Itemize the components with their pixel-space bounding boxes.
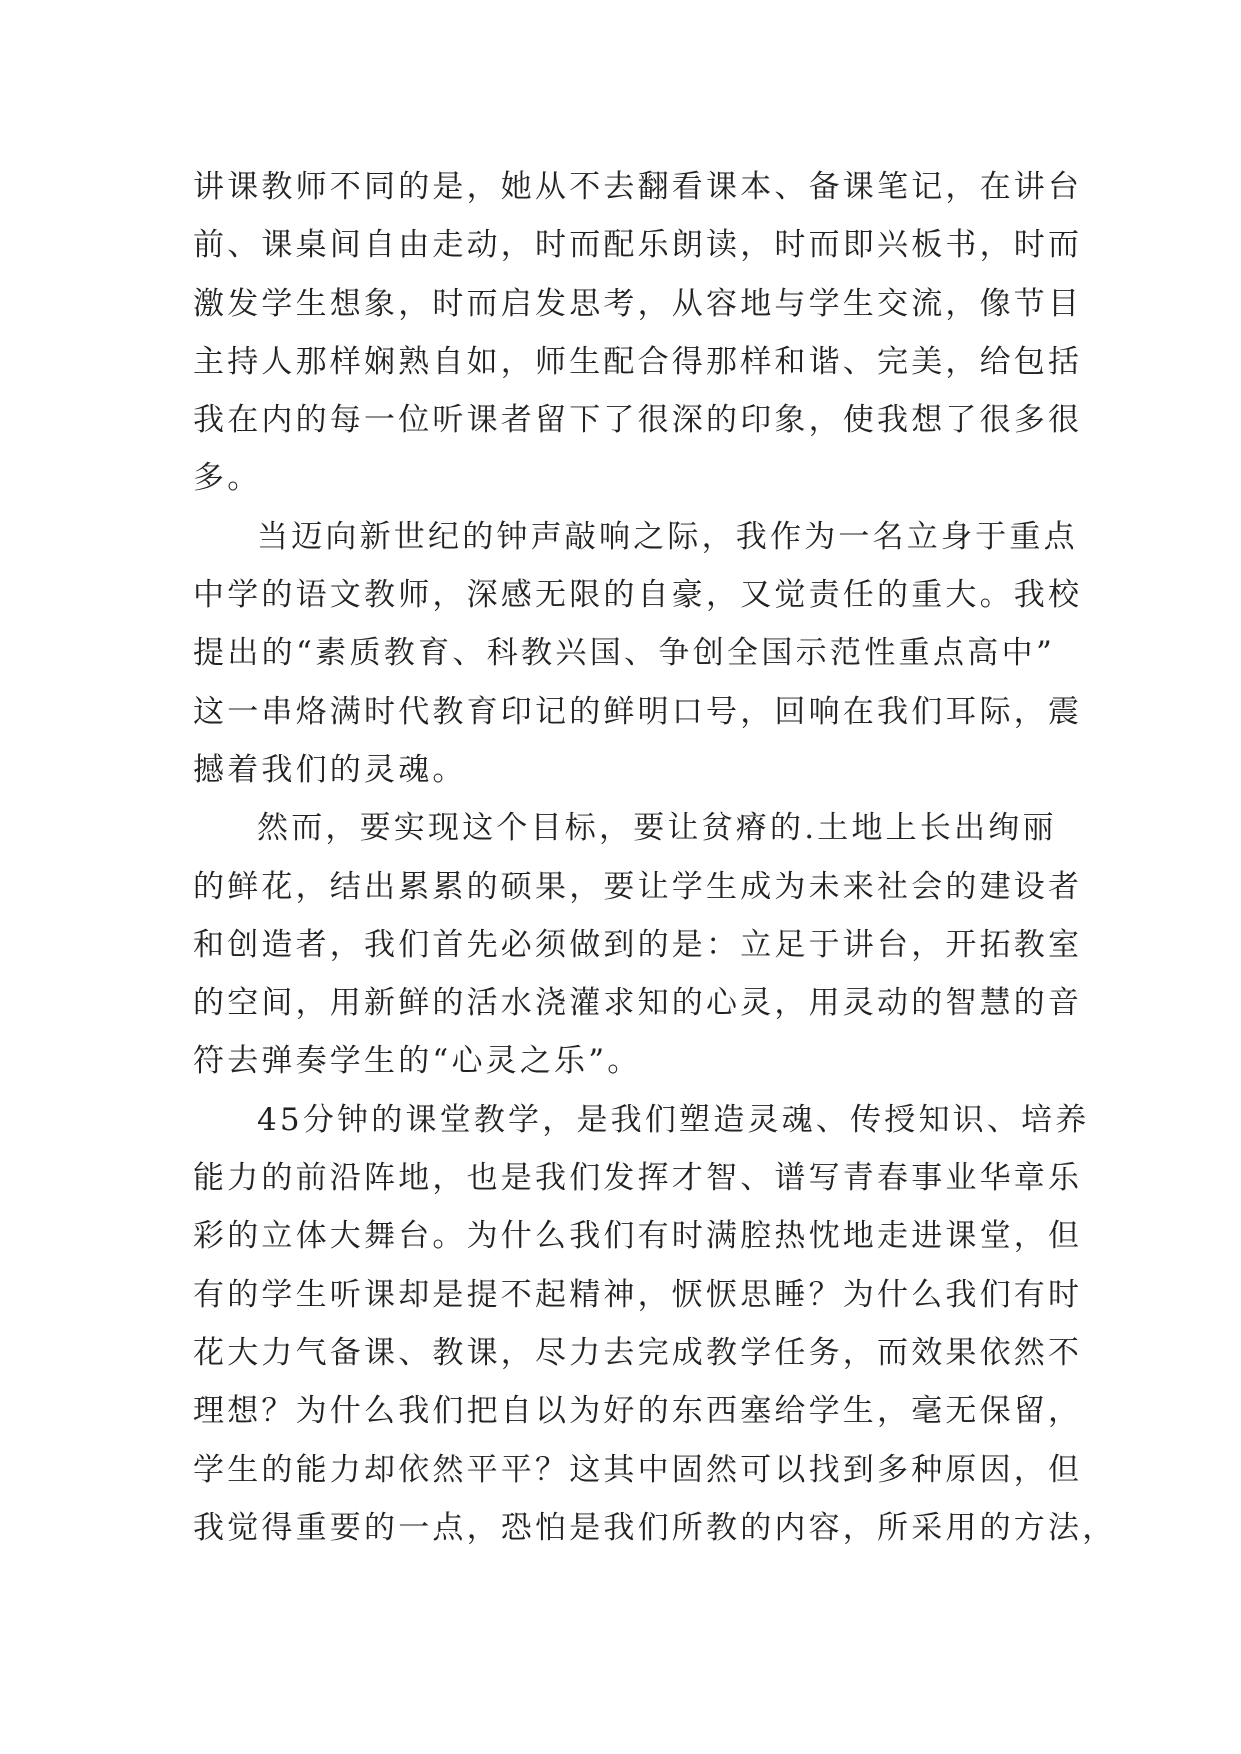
text-line: 的空间，用新鲜的活水浇灌求知的心灵，用灵动的智慧的音 xyxy=(193,985,1083,1022)
text-line: 当迈向新世纪的钟声敲响之际，我作为一名立身于重点 xyxy=(257,518,1078,555)
text-line: 能力的前沿阵地，也是我们发挥才智、谱写青春事业华章乐 xyxy=(193,1160,1083,1197)
text-line: 激发学生想象，时而启发思考，从容地与学生交流，像节目 xyxy=(193,285,1083,322)
text-line: 这一串烙满时代教育印记的鲜明口号，回响在我们耳际，震 xyxy=(193,693,1083,730)
text-line: 的鲜花，结出累累的硕果，要让学生成为未来社会的建设者 xyxy=(193,868,1083,905)
paragraph-3 xyxy=(193,799,1083,1090)
text-line: 我在内的每一位听课者留下了很深的印象，使我想了很多很 xyxy=(193,402,1083,439)
body-text xyxy=(193,158,1117,1557)
text-line: 学生的能力却依然平平？这其中固然可以找到多种原因，但 xyxy=(193,1451,1083,1488)
text-line: 花大力气备课、教课，尽力去完成教学任务，而效果依然不 xyxy=(193,1334,1083,1371)
text-line: 中学的语文教师，深感无限的自豪，又觉责任的重大。我校 xyxy=(193,577,1083,614)
text-line: 撼着我们的灵魂。 xyxy=(193,751,467,788)
text-line: 然而，要实现这个目标，要让贫瘠的.土地上长出绚丽 xyxy=(257,810,1057,847)
text-line: 我觉得重要的一点，恐怕是我们所教的内容，所采用的方法， xyxy=(193,1509,1117,1546)
paragraph-1 xyxy=(193,158,1083,508)
text-line: 和创造者，我们首先必须做到的是：立足于讲台，开拓教室 xyxy=(193,926,1083,963)
text-line: 45分钟的课堂教学，是我们塑造灵魂、传授知识、培养 xyxy=(257,1101,1090,1138)
text-line: 符去弹奏学生的“心灵之乐”。 xyxy=(193,1043,642,1080)
text-line: 主持人那样娴熟自如，师生配合得那样和谐、完美，给包括 xyxy=(193,343,1083,380)
text-line: 提出的“素质教育、科教兴国、争创全国示范性重点高中” xyxy=(193,635,1055,672)
text-line: 理想？为什么我们把自以为好的东西塞给学生，毫无保留， xyxy=(193,1393,1083,1430)
paragraph-4 xyxy=(193,1091,1117,1557)
paragraph-2 xyxy=(193,508,1083,799)
text-line: 彩的立体大舞台。为什么我们有时满腔热忱地走进课堂，但 xyxy=(193,1218,1083,1255)
text-line: 有的学生听课却是提不起精神，恹恹思睡？为什么我们有时 xyxy=(193,1276,1083,1313)
text-line: 前、课桌间自由走动，时而配乐朗读，时而即兴板书，时而 xyxy=(193,227,1083,264)
text-line: 多。 xyxy=(193,460,262,497)
text-line: 讲课教师不同的是，她从不去翻看课本、备课笔记，在讲台 xyxy=(193,169,1083,205)
